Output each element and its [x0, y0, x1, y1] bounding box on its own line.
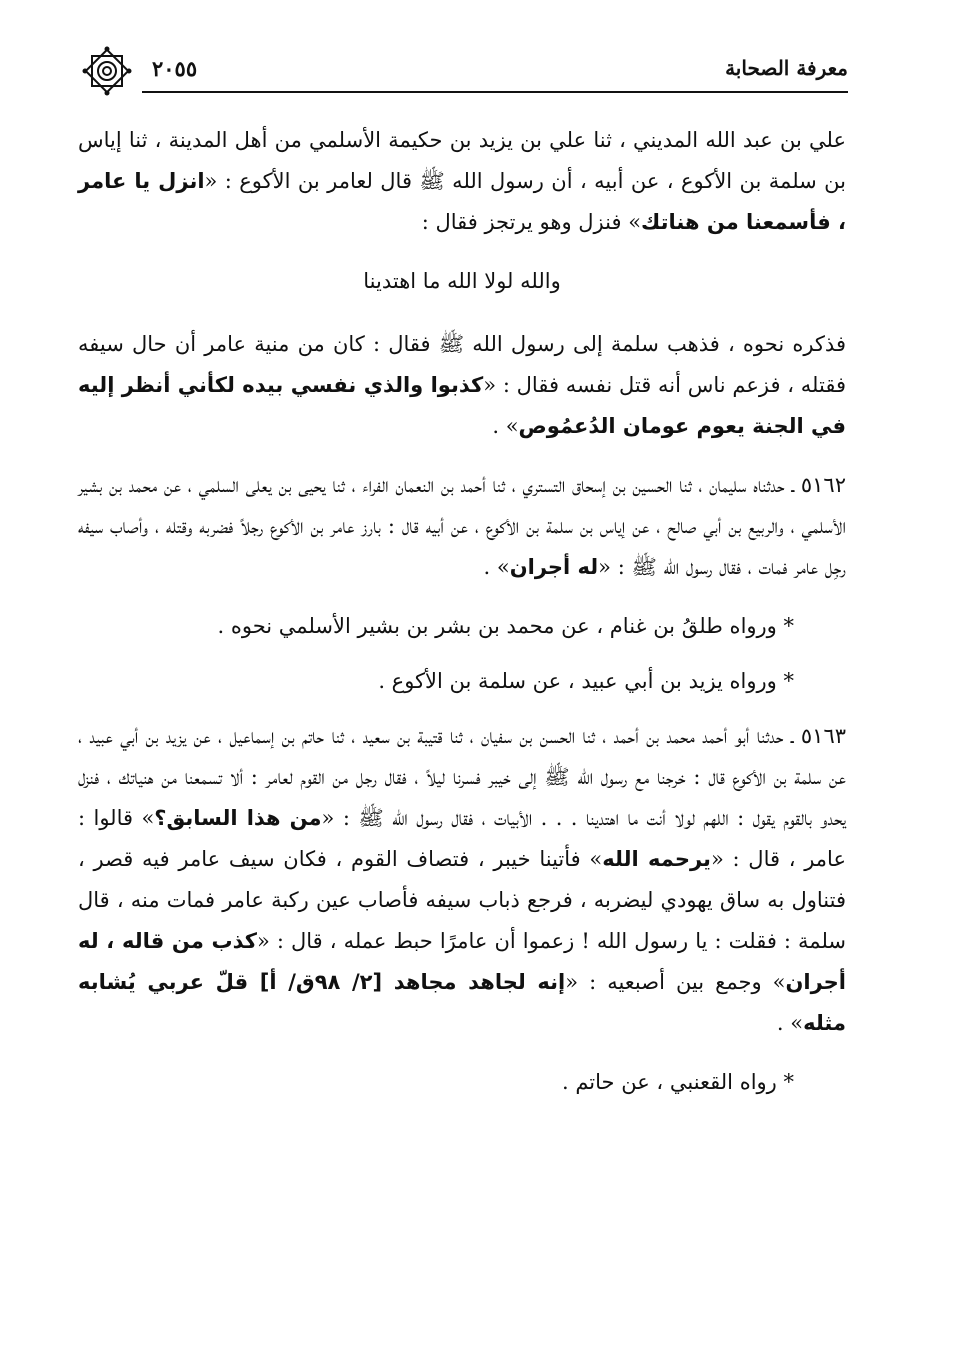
running-title: معرفة الصحابة	[725, 56, 848, 80]
star-ornament-icon	[80, 44, 134, 98]
bold-quote: إنه لجاهد مجاهد [٢/ ٩٨ق/ أ] قلّ عربي يُشابه مثله	[78, 970, 846, 1035]
text-run: ٥١٦٢ ـ حدثناه سليمان ، ثنا الحسين بن إسحاق التستري ، ثنا أحمد بن النعمان الفراء ، ثنا يحيى بن يعلى السلمي ، عن محمد بن بشير الأسلمي ، والربيع بن أبي صالح ، عن إياس بن سلمة بن الأكوع ، عن أبيه قال : بارز عامر بن الأكوع رجلاً فضربه وقتله ، وأصاب سيفه رجِل عامر فمات ، فقال رسول الله ﷺ : «	[78, 473, 846, 579]
page-body	[78, 120, 846, 1117]
header-rule	[142, 91, 848, 93]
note-2: * ورواه يزيد بن أبي عبيد ، عن سلمة بن الأكوع .	[378, 669, 794, 693]
text-run: ٥١٦٣ ـ حدثنا أبو أحمد محمد بن أحمد ، ثنا الحسن بن سفيان ، ثنا قتيبة بن سعيد ، ثنا حاتم بن إسماعيل ، عن يزيد بن أبي عبيد ، عن سلمة بن الأكوع قال : خرجنا مع رسول الله ﷺ إلى خيبر فسرنا ليلاً ، فقال رجل من القوم لعامر : ألا تسمعنا من هنياتك ، فنزل يحدو بالقوم يقول : اللهم لولا أنت ما اهتدينا . . . الأبيات ، فقال رسول الله ﷺ : «	[78, 724, 847, 830]
bold-quote: له أجران	[509, 555, 599, 579]
paragraph-1	[78, 120, 846, 243]
text-run: » وجمع بين أصبعيه : «	[565, 970, 786, 994]
verse-line: والله لولا الله ما اهتدينا	[363, 269, 561, 293]
paragraph-2	[78, 324, 846, 447]
text-run: » .	[776, 1011, 804, 1035]
text-run: فذكره نحوه ، فذهب سلمة إلى رسول الله ﷺ فقال : كان من منية عامر أن حال سيفه فقتله ، فزعم ناس أنه قتل نفسه فقال : «	[78, 332, 846, 397]
bold-quote: انزل يا عامر ، فأسمعنا من هناتك	[78, 169, 846, 234]
text-run: » .	[492, 414, 519, 438]
text-run: » .	[483, 555, 510, 579]
text-run: » فنزل وهو يرتجز فقال :	[421, 210, 642, 234]
bold-quote: يرحمه الله	[602, 847, 711, 871]
hadith-5162	[78, 465, 846, 588]
text-run: » قالوا : عامر ، قال : «	[78, 806, 846, 871]
text-run: علي بن عبد الله المديني ، ثنا علي بن يزيد بن حكيمة الأسلمي من أهل المدينة ، ثنا إياس بن سلمة بن الأكوع ، عن أبيه ، أن رسول الله ﷺ قال لعامر بن الأكوع : «	[78, 128, 846, 193]
note-3: * رواه القعنبي ، عن حاتم .	[561, 1070, 794, 1094]
bold-quote: من هذا السابق؟	[154, 806, 322, 830]
hadith-5163	[78, 716, 846, 1044]
bold-quote: كذبوا والذي نفسي بيده لكأني أنظر إليه في الجنة يعوم عومان الدُعمُوص	[78, 373, 846, 438]
page-number: ٢٠٥٥	[152, 56, 198, 81]
note-1: * ورواه طلقُ بن غنام ، عن محمد بن بشر بن بشير الأسلمي نحوه .	[217, 614, 794, 638]
text-run: » فأتينا خيبر ، فتصاف القوم ، فكان سيف عامر فيه قصر ، فتناول به ساق يهودي ليضربه ، فرجع ذباب سيفه فأصاب عين ركبة عامر فمات منه ، قال سلمة : فقلت : يا رسول الله ! زعموا أن عامرًا حبط عمله ، قال : «	[78, 847, 846, 953]
bold-quote: كذب من قاله ، له أجران	[78, 929, 846, 994]
page-header	[80, 44, 848, 96]
